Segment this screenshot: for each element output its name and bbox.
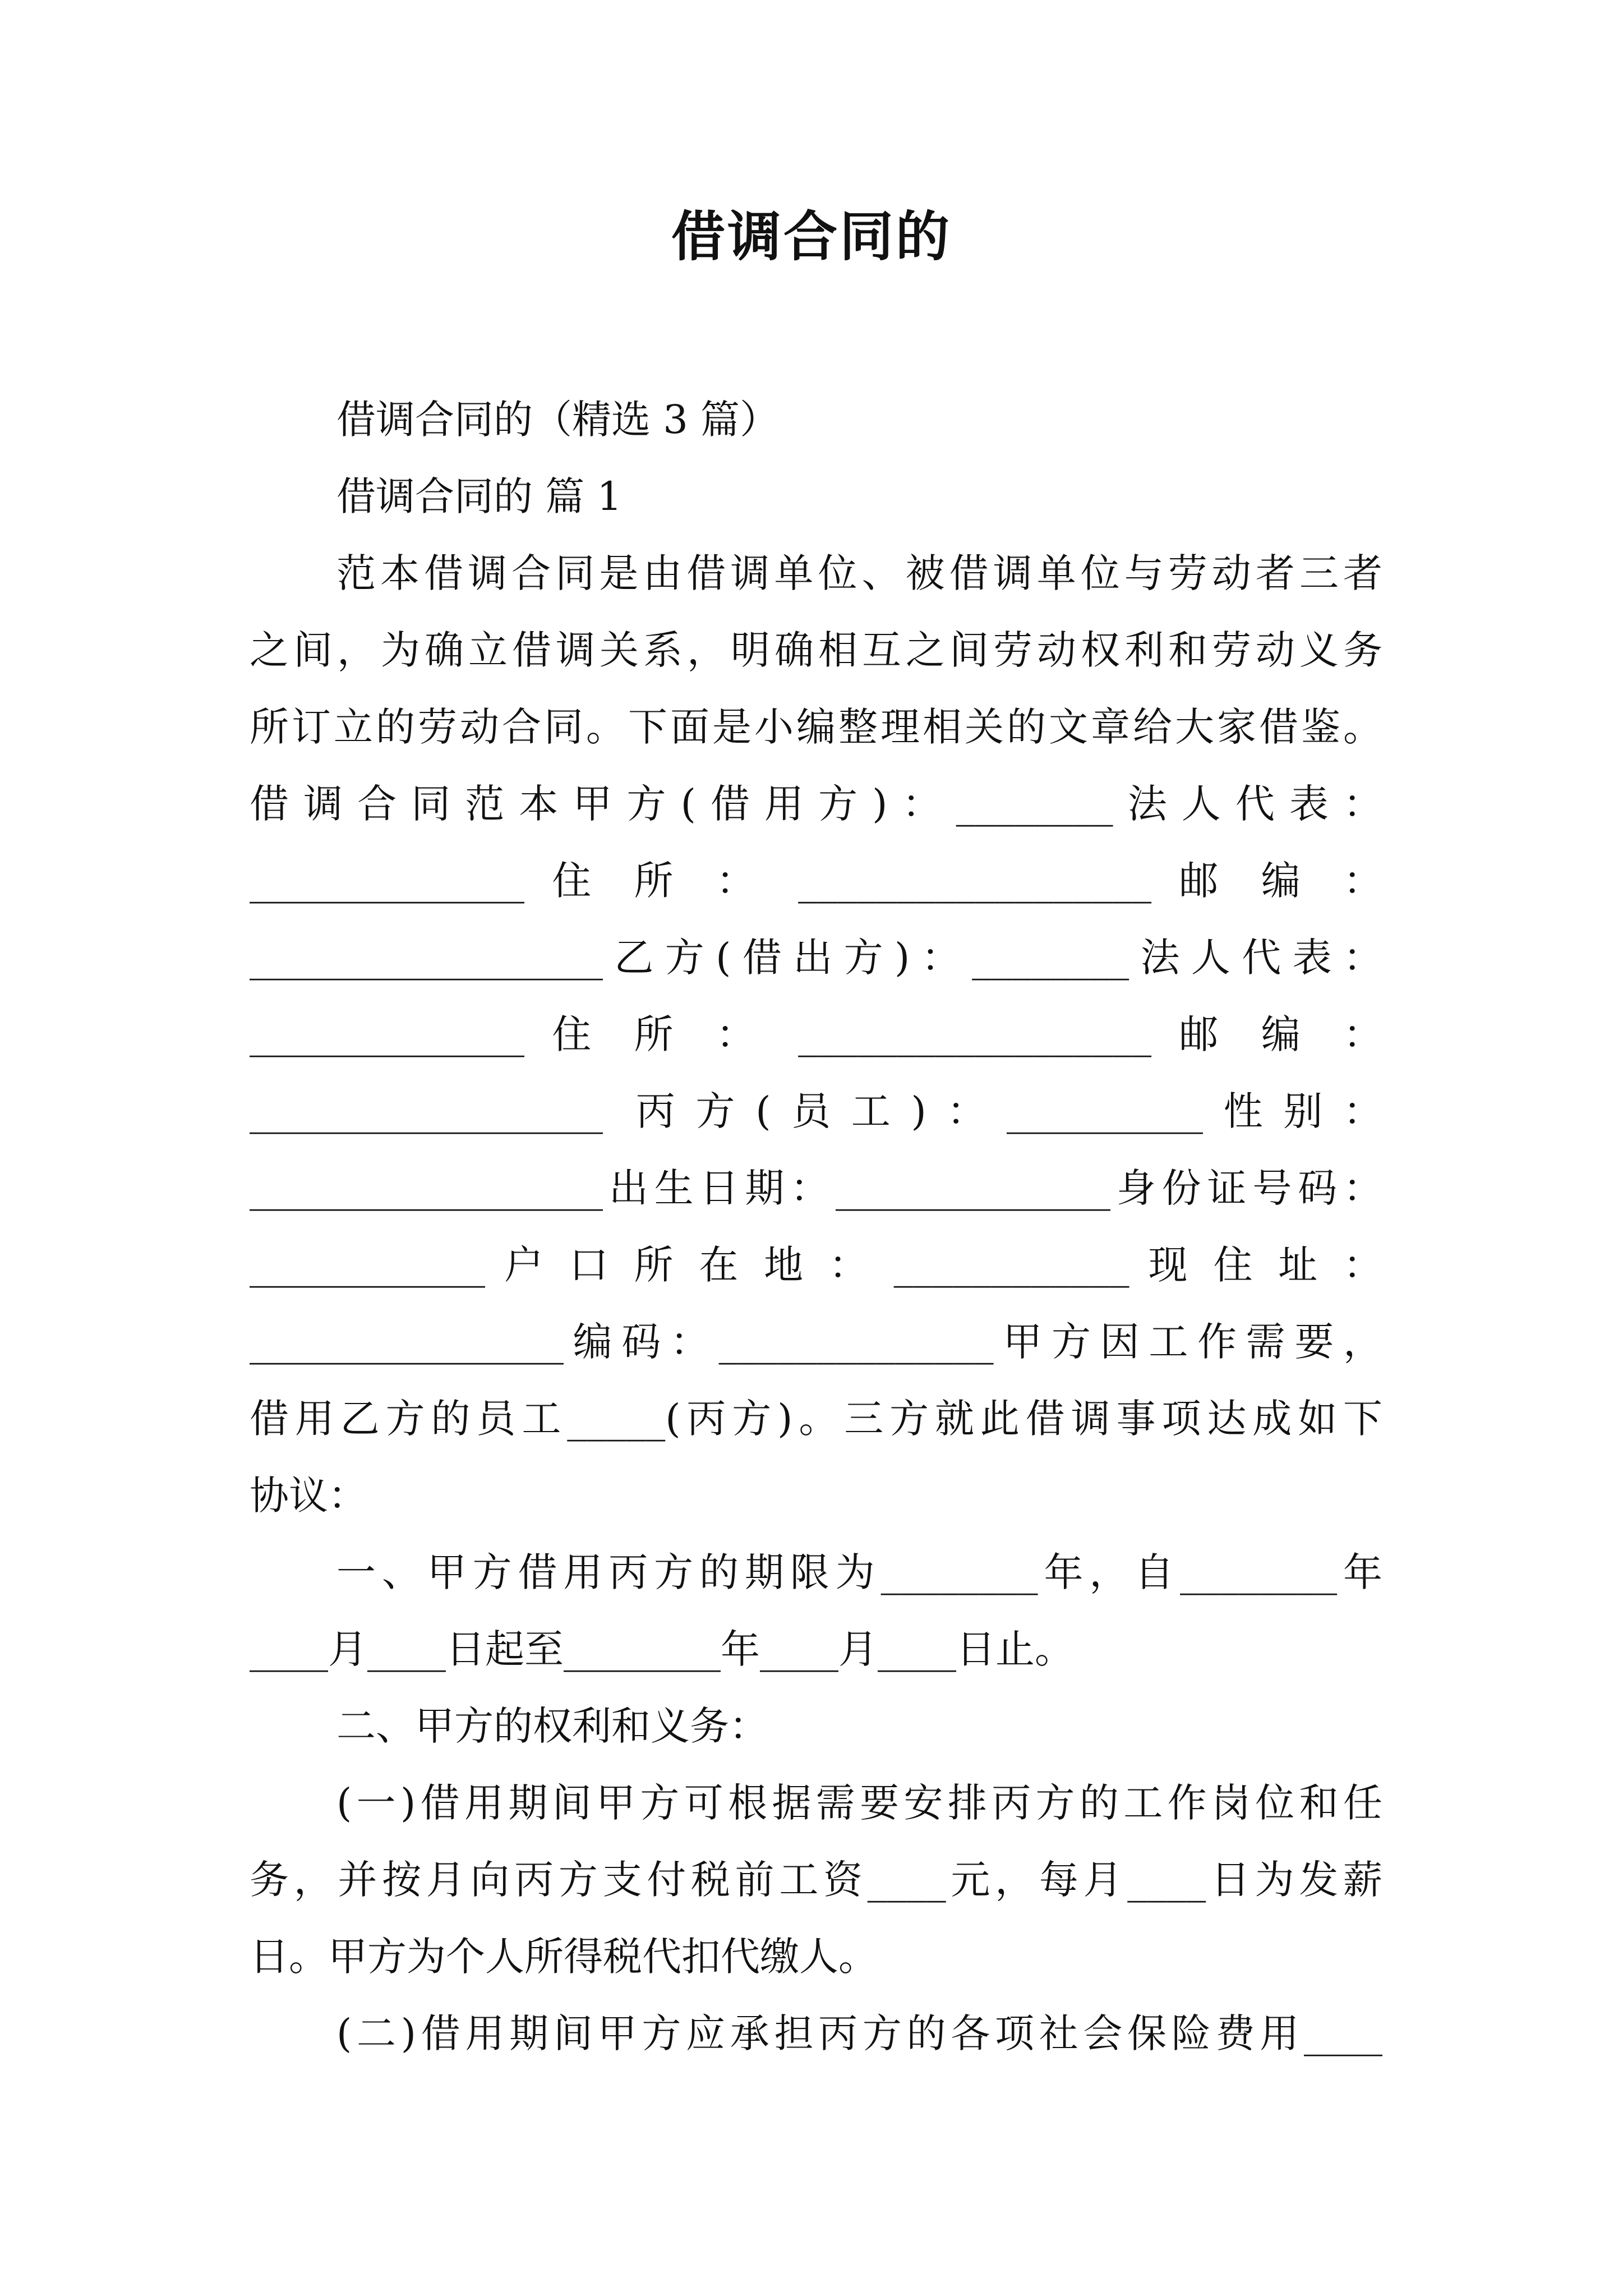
clause-line: (一)借用期间甲方可根据需要安排丙方的工作岗位和任 xyxy=(336,1780,1382,1826)
paragraph-line: 范本借调合同是由借调单位、被借调单位与劳动者三者 xyxy=(336,550,1382,596)
clause-line: 一、甲方借用丙方的期限为________年，自________年 xyxy=(336,1549,1382,1595)
form-line: 借调合同范本甲方(借用方)：________法人代表： xyxy=(250,781,1382,827)
form-line: ______________ 住 所 ： __________________ 邮 编 ： xyxy=(250,1011,1382,1057)
document-body xyxy=(250,381,1382,2072)
form-line: ______________ 住 所 ： __________________ 邮 编 ： xyxy=(250,858,1382,904)
clause-line: ____月____日起至________年____月____日止。 xyxy=(250,1626,1074,1672)
form-line: __________________出生日期：______________身份证号码： xyxy=(250,1165,1382,1211)
form-line: __________________乙方(借出方)：________法人代表： xyxy=(250,935,1382,981)
form-line: ________________编码：______________甲方因工作需要， xyxy=(250,1319,1382,1365)
document-title: 借调合同的 xyxy=(671,205,952,268)
form-line: ____________ 户 口 所 在 地 ： ____________ 现 住 址 ： xyxy=(250,1242,1382,1288)
subtitle-line: 借调合同的（精选 3 篇） xyxy=(336,397,780,443)
paragraph-line: 之间，为确立借调关系，明确相互之间劳动权利和劳动义务 xyxy=(250,627,1382,673)
paragraph-line: 协议： xyxy=(250,1473,367,1519)
form-line: __________________ 丙方(员工)：__________性别： xyxy=(250,1088,1382,1134)
clause-heading: 二、甲方的权利和义务： xyxy=(336,1703,768,1749)
paragraph-line: 借用乙方的员工_____(丙方)。三方就此借调事项达成如下 xyxy=(250,1396,1382,1442)
clause-line: 日。甲方为个人所得税代扣代缴人。 xyxy=(250,1934,878,1980)
clause-line: 务，并按月向丙方支付税前工资____元，每月____日为发薪 xyxy=(250,1857,1382,1903)
paragraph-line: 所订立的劳动合同。下面是小编整理相关的文章给大家借鉴。 xyxy=(250,704,1382,750)
clause-line: (二)借用期间甲方应承担丙方的各项社会保险费用____ xyxy=(336,2010,1382,2056)
section-heading: 借调合同的 篇 1 xyxy=(336,473,623,519)
